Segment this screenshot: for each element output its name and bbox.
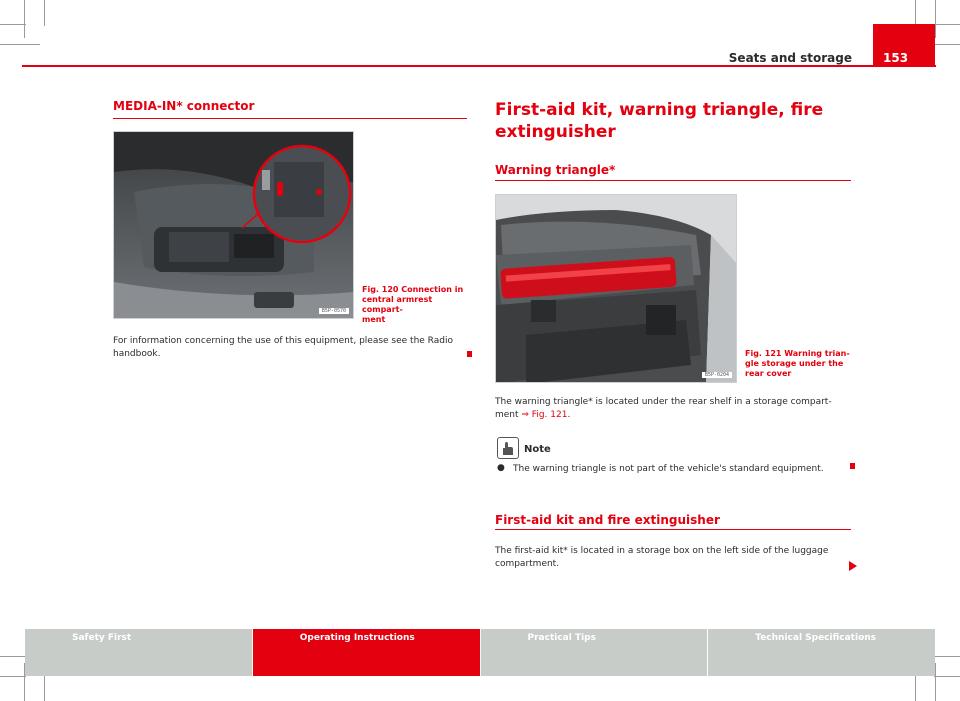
tab-practical-tips[interactable]: Practical Tips xyxy=(481,629,709,676)
caption-line: gle storage under the xyxy=(745,359,844,368)
warning-triangle-heading: Warning triangle* xyxy=(495,163,616,177)
page-number: 153 xyxy=(883,51,909,65)
figure-code: B5P-0570 xyxy=(319,308,349,314)
armrest-photo xyxy=(114,132,354,319)
media-in-paragraph xyxy=(113,335,473,361)
tab-operating-instructions[interactable]: Operating Instructions xyxy=(253,629,481,676)
paragraph-text: ment xyxy=(495,410,522,420)
paragraph-line xyxy=(495,409,855,422)
crop-mark xyxy=(0,44,40,45)
figure-warning-triangle-storage xyxy=(495,194,737,383)
first-aid-heading: First-aid kit and fire extinguisher xyxy=(495,513,720,527)
heading-rule xyxy=(113,118,467,119)
note-text: The warning triangle is not part of the vehicle's standard equipment. xyxy=(513,464,824,474)
crop-mark xyxy=(24,0,25,38)
main-heading-line: extinguisher xyxy=(495,122,616,142)
figure-caption xyxy=(362,285,467,325)
paragraph-line: handbook. xyxy=(113,349,161,359)
figure-caption xyxy=(745,349,851,379)
crop-mark xyxy=(935,663,936,701)
crop-mark xyxy=(0,24,26,25)
paragraph-line: compartment. xyxy=(495,559,560,569)
main-heading xyxy=(495,99,823,143)
running-header: Seats and storage xyxy=(728,51,852,65)
crop-mark xyxy=(0,676,26,677)
main-heading-line: First-aid kit, warning triangle, fire xyxy=(495,100,824,120)
figure-armrest-connector xyxy=(113,131,354,319)
tab-technical-specifications[interactable]: Technical Specifications xyxy=(708,629,935,676)
note-bullet-icon: ● xyxy=(497,463,505,473)
heading-rule xyxy=(495,180,851,181)
warning-triangle-paragraph xyxy=(495,396,855,422)
caption-line: central armrest compart- xyxy=(362,295,433,314)
header-rule xyxy=(22,65,936,67)
figure-link[interactable]: ⇒ Fig. 121 xyxy=(521,410,568,420)
crop-mark xyxy=(44,675,45,701)
section-end-mark xyxy=(850,463,855,469)
note-hand-icon xyxy=(497,437,519,459)
paragraph-line: The warning triangle* is located under the rear shelf in a storage compart- xyxy=(495,397,832,407)
paragraph-line: The first-aid kit* is located in a storage box on the left side of the luggage xyxy=(495,546,829,556)
footer-tabs xyxy=(25,629,935,676)
section-end-mark xyxy=(467,351,472,357)
caption-line: Fig. 120 Connection in xyxy=(362,285,464,294)
first-aid-paragraph xyxy=(495,545,855,571)
crop-mark xyxy=(934,676,960,677)
trunk-photo xyxy=(496,195,737,383)
caption-line: ment xyxy=(362,315,386,324)
crop-mark xyxy=(935,0,936,38)
tab-safety-first[interactable]: Safety First xyxy=(25,629,253,676)
paragraph-line: For information concerning the use of this equipment, please see the Radio xyxy=(113,336,453,346)
paragraph-text: . xyxy=(567,410,571,420)
caption-line: rear cover xyxy=(745,369,792,378)
crop-mark xyxy=(915,0,916,26)
caption-line: Fig. 121 Warning trian- xyxy=(745,349,850,358)
crop-mark xyxy=(915,675,916,701)
heading-rule xyxy=(495,529,851,530)
continue-arrow-icon xyxy=(849,561,857,571)
crop-mark xyxy=(44,0,45,26)
media-in-heading: MEDIA-IN* connector xyxy=(113,99,255,113)
crop-mark xyxy=(934,24,960,25)
note-label: Note xyxy=(524,444,551,455)
figure-code: B5P-0204 xyxy=(702,372,732,378)
